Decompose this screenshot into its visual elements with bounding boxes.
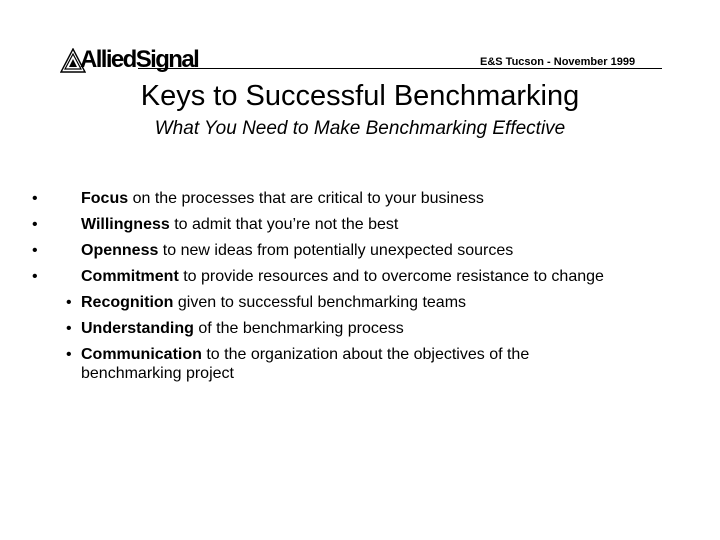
bullet-list (0, 189, 720, 390)
bullet-text: to provide resources and to overcome resistance to change (178, 268, 604, 285)
bullet-text: of the benchmarking process (193, 320, 404, 337)
bullet-keyword: Commitment (81, 268, 179, 285)
bullet-icon: • (32, 268, 38, 285)
bullet-item-commitment (0, 267, 720, 286)
bullet-keyword: Openness (81, 242, 159, 259)
bullet-keyword: Communication (81, 346, 202, 363)
bullet-icon: • (32, 190, 38, 207)
bullet-item-openness (0, 241, 720, 260)
bullet-item-focus (0, 189, 720, 208)
bullet-text: given to successful benchmarking teams (173, 294, 467, 311)
bullet-keyword: Focus (81, 190, 129, 207)
bullet-keyword: Recognition (81, 294, 174, 311)
bullet-text: to new ideas from potentially unexpected sources (158, 242, 514, 259)
slide-subtitle: What You Need to Make Benchmarking Effective (154, 118, 566, 139)
bullet-icon: • (66, 294, 72, 311)
bullet-icon: • (66, 346, 72, 363)
bullet-item-willingness (0, 215, 720, 234)
bullet-icon: • (32, 242, 38, 259)
bullet-text: to admit that you’re not the best (169, 216, 399, 233)
bullet-icon: • (32, 216, 38, 233)
bullet-text: to the organization about the objectives of the benchmarking project (81, 346, 530, 382)
bullet-keyword: Understanding (81, 320, 194, 337)
bullet-text: on the processes that are critical to your business (128, 190, 484, 207)
bullet-icon: • (66, 320, 72, 337)
bullet-item-recognition (0, 293, 720, 312)
slide-title: Keys to Successful Benchmarking (140, 80, 580, 112)
logo-wordmark: AlliedSignal (80, 46, 199, 73)
header-note: E&S Tucson - November 1999 (480, 56, 636, 68)
bullet-keyword: Willingness (81, 216, 170, 233)
bullet-item-understanding (0, 319, 720, 338)
bullet-item-communication (0, 345, 720, 383)
